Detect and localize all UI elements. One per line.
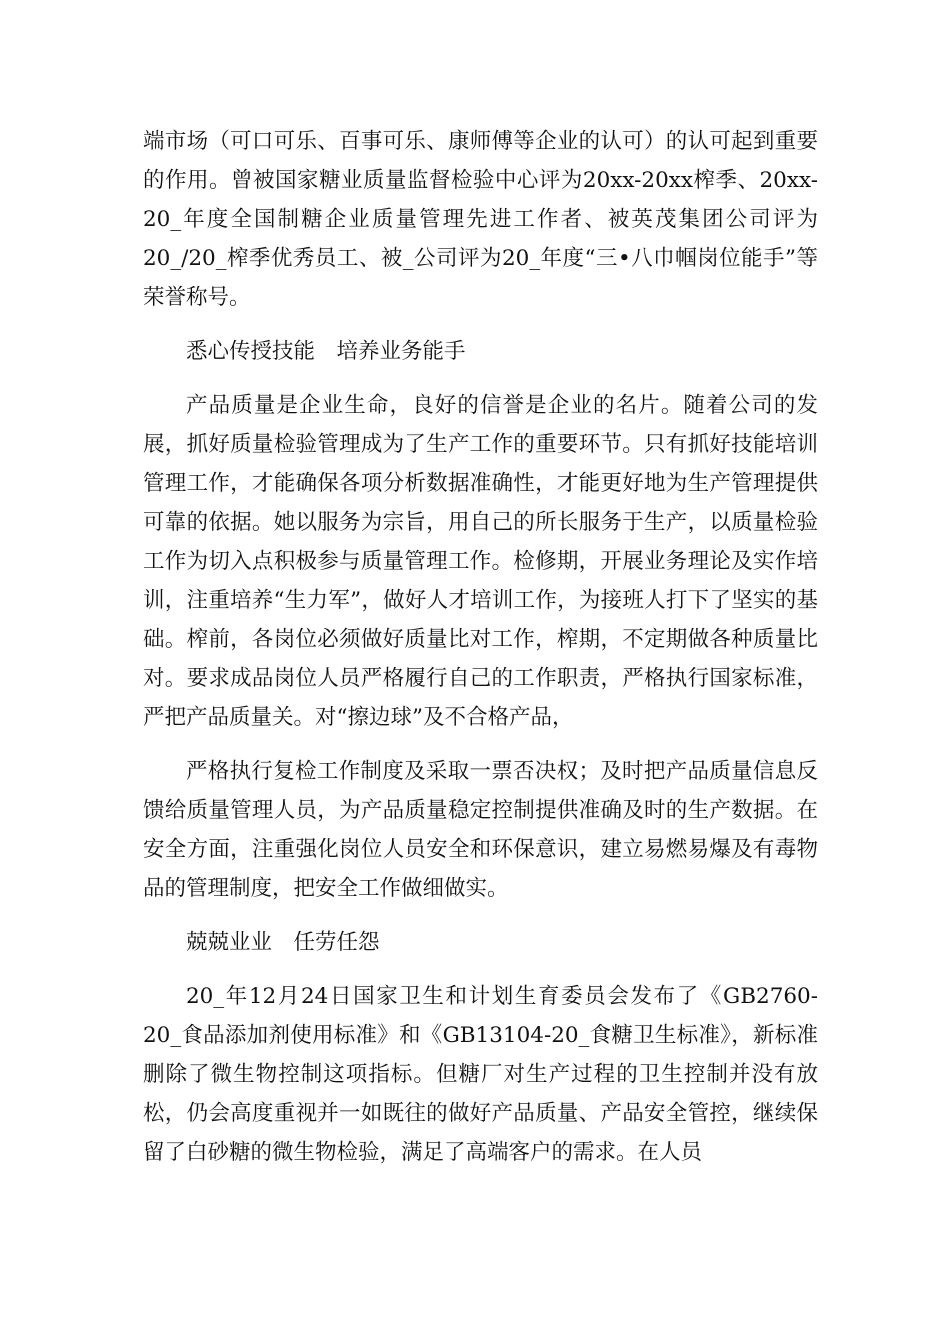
- paragraph-quality: 产品质量是企业生命，良好的信誉是企业的名片。随着公司的发展，抓好质量检验管理成为了生产工作的重要环节。只有抓好技能培训管理工作，才能确保各项分析数据准确性，才能更好地为生产管理提供可靠的依据。她以服务为宗旨，用自己的所长服务于生产，以质量检验工作为切入点积极参与质量管理工作。检修期，开展业务理论及实作培训，注重培养“生力军”，做好人才培训工作，为接班人打下了坚实的基础。榨前，各岗位必须做好质量比对工作，榨期，不定期做各种质量比对。要求成品岗位人员严格履行自己的工作职责，严格执行国家标准，严把产品质量关。对“擦边球”及不合格产品，: [143, 393, 818, 730]
- paragraph-honors: 端市场（可口可乐、百事可乐、康师傅等企业的认可）的认可起到重要的作用。曾被国家糖业质量监督检验中心评为20xx-20xx榨季、20xx-20_年度全国制糖企业质量管理先进工作者、被英茂集团公司评为20_/20_榨季优秀员工、被_公司评为20_年度“三•八巾帼岗位能手”等荣誉称号。: [143, 129, 818, 310]
- document-body: [143, 122, 818, 1172]
- section-heading-diligence: 兢兢业业 任劳任怨: [186, 930, 380, 955]
- paragraph-recheck: 严格执行复检工作制度及采取一票否决权；及时把产品质量信息反馈给质量管理人员，为产品质量稳定控制提供准确及时的生产数据。在安全方面，注重强化岗位人员安全和环保意识，建立易燃易爆及有毒物品的管理制度，把安全工作做细做实。: [143, 759, 818, 901]
- section-heading-skills: 悉心传授技能 培养业务能手: [186, 339, 466, 364]
- paragraph-standards: 20_年12月24日国家卫生和计划生育委员会发布了《GB2760-20_食品添加剂使用标准》和《GB13104-20_食糖卫生标准》，新标准删除了微生物控制这项指标。但糖厂对生产过程的卫生控制并没有放松，仍会高度重视并一如既往的做好产品质量、产品安全管控，继续保留了白砂糖的微生物检验，满足了高端客户的需求。在人员: [143, 984, 818, 1165]
